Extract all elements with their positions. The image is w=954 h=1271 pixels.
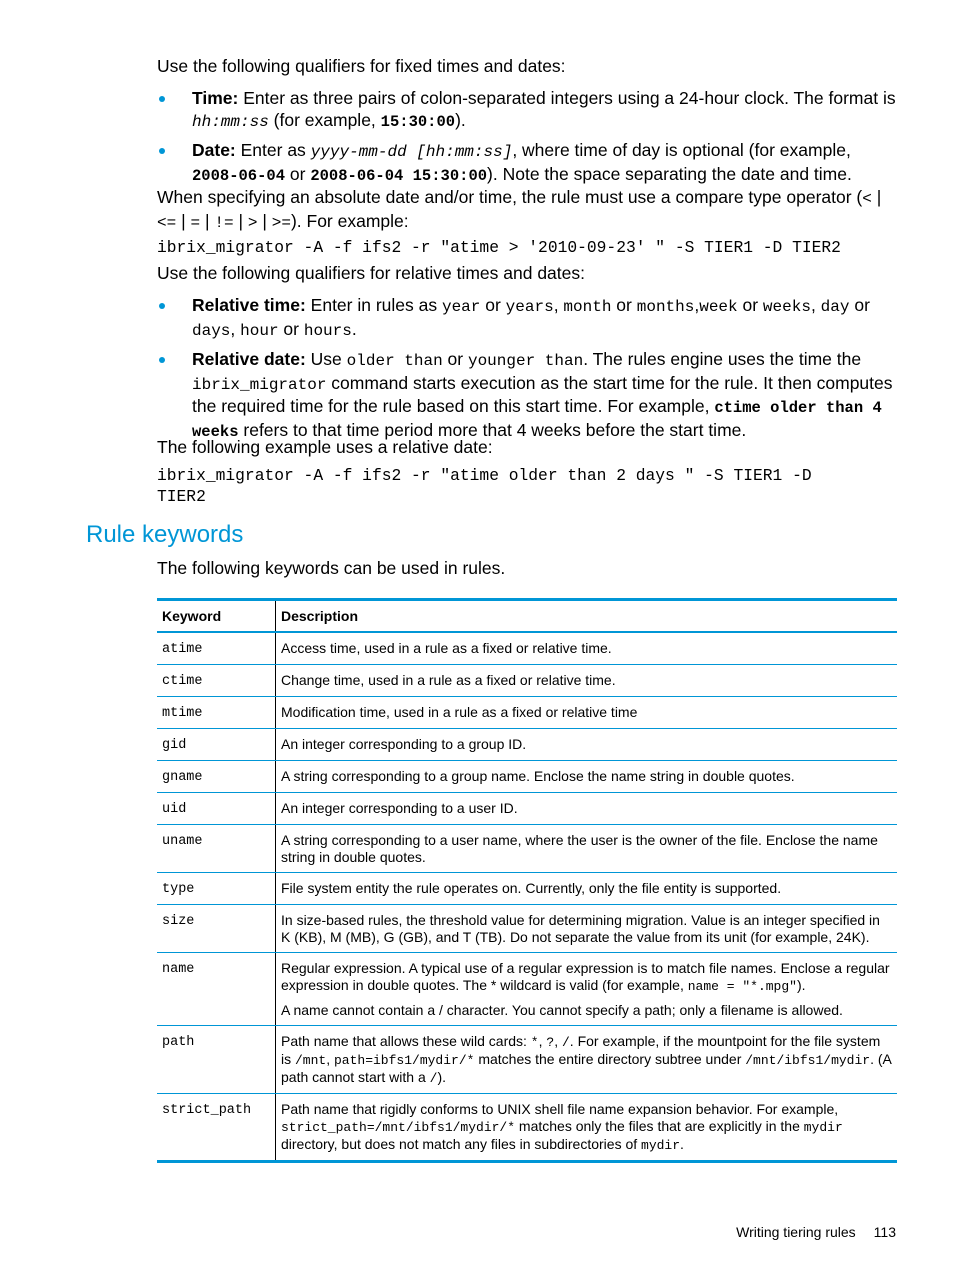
operator: <= bbox=[157, 213, 177, 232]
description-cell: File system entity the rule operates on. Currently, only the file entity is supported. bbox=[276, 873, 898, 905]
keyword-cell: strict_path bbox=[157, 1094, 276, 1162]
bullet-text: Enter as three pairs of colon-separated integers using a 24-hour clock. The format is bbox=[238, 88, 896, 108]
keyword-cell: size bbox=[157, 905, 276, 953]
keyword-code: years bbox=[505, 298, 554, 316]
bullet-text: Use bbox=[305, 349, 347, 369]
desc-code: mydir bbox=[641, 1138, 681, 1153]
bullet-text: Enter as bbox=[235, 140, 311, 160]
description-cell: Access time, used in a rule as a fixed or relative time. bbox=[276, 632, 898, 665]
bullet-text: Enter in rules as bbox=[305, 295, 442, 315]
desc-text: ). bbox=[437, 1069, 447, 1085]
keyword-cell: mtime bbox=[157, 697, 276, 729]
bullet-text: , bbox=[230, 318, 241, 339]
bullet-label: Date: bbox=[192, 140, 236, 160]
desc-code: strict_path=/mnt/ibfs1/mydir/* bbox=[281, 1120, 516, 1135]
separator: | bbox=[200, 210, 215, 231]
table-row bbox=[157, 953, 897, 1026]
table-row bbox=[157, 1026, 897, 1094]
desc-code: path=ibfs1/mydir/* bbox=[334, 1053, 475, 1068]
example-code: 2008-06-04 15:30:00 bbox=[310, 166, 488, 185]
footer-title: Writing tiering rules bbox=[736, 1224, 856, 1240]
description-cell: A string corresponding to a group name. Enclose the name string in double quotes. bbox=[276, 761, 898, 793]
keyword-cell: gname bbox=[157, 761, 276, 793]
table-row bbox=[157, 905, 897, 953]
desc-text: , bbox=[326, 1051, 334, 1067]
desc-text: . bbox=[680, 1136, 684, 1152]
bullet-text: , bbox=[553, 295, 564, 315]
table-row bbox=[157, 729, 897, 761]
bullet-text: . The rules engine uses the time the bbox=[583, 349, 862, 369]
command-code: ibrix_migrator bbox=[192, 375, 327, 394]
keyword-cell: uname bbox=[157, 825, 276, 873]
header-keyword: Keyword bbox=[157, 600, 276, 633]
desc-code: / bbox=[561, 1035, 570, 1050]
description-cell bbox=[276, 1094, 898, 1162]
code-example-absolute: ibrix_migrator -A -f ifs2 -r "atime > '2010-09-23' " -S TIER1 -D TIER2 bbox=[157, 238, 841, 257]
separator: | bbox=[233, 210, 248, 231]
relative-qualifier-list bbox=[157, 295, 897, 443]
description-cell: Path name that allows these wild cards: *, ?, /. For example, if the mountpoint for the file system is /mnt, path=ibfs1/mydir/* matches the entire directory subtree under /mnt/ibfs1/mydir. (A path cannot start with a /). bbox=[276, 1026, 898, 1094]
separator: | bbox=[257, 210, 272, 231]
desc-text: matches only the files that are explicitly in the bbox=[515, 1118, 804, 1134]
page-number: 113 bbox=[873, 1224, 896, 1240]
bullet-text: or bbox=[442, 349, 468, 369]
example-code: ctime older than 4 bbox=[714, 399, 882, 417]
example-code: 15:30:00 bbox=[380, 112, 456, 131]
keyword-code: months bbox=[636, 298, 695, 316]
desc-text: Path name that rigidly conforms to UNIX shell file name expansion behavior. For example, bbox=[281, 1101, 839, 1117]
description-cell: In size-based rules, the threshold value for determining migration. Value is an integer specified in K (KB), M (MB), G (GB), and T (TB). Do not separate the value from its unit (for example, 24K). bbox=[276, 905, 898, 953]
keywords-intro: The following keywords can be used in rules. bbox=[157, 558, 506, 578]
operator: < bbox=[862, 190, 872, 208]
desc-text: . (A path cannot start with a bbox=[281, 1051, 892, 1085]
intro-relative: Use the following qualifiers for relative times and dates: bbox=[157, 263, 585, 283]
keyword-code: hours bbox=[303, 321, 352, 340]
desc-text: matches the entire directory subtree under bbox=[474, 1051, 746, 1067]
table-row bbox=[157, 825, 897, 873]
bullet-text: or bbox=[285, 163, 311, 184]
code-example-relative-line1: ibrix_migrator -A -f ifs2 -r "atime older than 2 days " -S TIER1 -D bbox=[157, 466, 812, 485]
bullet-text: or bbox=[737, 295, 763, 315]
desc-text: . For example, if the mountpoint for the file system is bbox=[281, 1033, 881, 1067]
bullet-text: command starts execution as the start time for the rule. It then computes the required time for the rule based on this start time. For example, bbox=[192, 372, 893, 416]
keyword-cell: name bbox=[157, 953, 276, 1026]
absolute-paragraph bbox=[157, 187, 897, 234]
para-text: ). For example: bbox=[290, 210, 409, 231]
description-cell: A string corresponding to a user name, where the user is the owner of the file. Enclose the name string in double quotes. bbox=[276, 825, 898, 873]
bullet-label: Relative date: bbox=[192, 349, 306, 369]
bullet-text: ). bbox=[455, 109, 466, 130]
description-paragraph: A name cannot contain a / character. You cannot specify a path; only a filename is allowed. bbox=[281, 1002, 843, 1018]
format-code: hh:mm:ss bbox=[192, 112, 269, 131]
section-title: Rule keywords bbox=[86, 521, 244, 548]
keyword-cell: gid bbox=[157, 729, 276, 761]
table-row bbox=[157, 697, 897, 729]
desc-code: / bbox=[429, 1071, 438, 1086]
description-cell bbox=[276, 953, 898, 1026]
description-cell: An integer corresponding to a user ID. bbox=[276, 793, 898, 825]
desc-code: /mnt/ibfs1/mydir bbox=[745, 1053, 871, 1068]
desc-code: /mnt bbox=[295, 1053, 327, 1068]
bullet-relative-date bbox=[157, 349, 897, 443]
bullet-text: ). Note the space separating the date and time. bbox=[487, 163, 852, 184]
desc-code: name = "*.mpg" bbox=[687, 979, 797, 994]
keyword-cell: type bbox=[157, 873, 276, 905]
bullet-date bbox=[157, 140, 897, 187]
separator: | bbox=[871, 187, 882, 207]
table-row bbox=[157, 632, 897, 665]
desc-code: mydir bbox=[803, 1120, 843, 1135]
table-row bbox=[157, 1094, 897, 1162]
keyword-code: younger than bbox=[467, 352, 584, 370]
description-cell: Modification time, used in a rule as a fixed or relative time bbox=[276, 697, 898, 729]
intro-fixed: Use the following qualifiers for fixed times and dates: bbox=[157, 56, 566, 76]
example-code: weeks bbox=[192, 422, 239, 441]
bullet-relative-time: Relative time: Enter in rules as year or years, month or months,week or weeks, day or days, hour or hours. bbox=[157, 295, 897, 342]
keyword-code: day bbox=[820, 298, 850, 316]
table-row bbox=[157, 761, 897, 793]
desc-text: Regular expression. A typical use of a regular expression is to match file names. Enclose a regular expression in double quotes. The * wildcard is valid (for example, bbox=[281, 960, 890, 993]
code-example-relative-line2: TIER2 bbox=[157, 487, 206, 506]
keyword-cell: ctime bbox=[157, 665, 276, 697]
bullet-text: , bbox=[810, 295, 821, 315]
header-description: Description bbox=[276, 600, 898, 633]
para-text: When specifying an absolute date and/or time, the rule must use a compare type operator ( bbox=[157, 187, 863, 207]
page-footer bbox=[736, 1222, 896, 1242]
bullet-text: or bbox=[480, 295, 506, 315]
keyword-code: hour bbox=[240, 321, 279, 340]
keyword-code: week bbox=[699, 298, 738, 316]
operator: > bbox=[247, 213, 258, 232]
table-row bbox=[157, 793, 897, 825]
bullet-time bbox=[157, 88, 897, 133]
keyword-code: month bbox=[563, 298, 612, 316]
keyword-code: year bbox=[441, 298, 481, 316]
keyword-cell: uid bbox=[157, 793, 276, 825]
bullet-text: , where time of day is optional (for example, bbox=[512, 140, 851, 160]
desc-code: ? bbox=[546, 1035, 555, 1050]
operator: >= bbox=[271, 213, 291, 232]
operator: != bbox=[214, 213, 234, 232]
relative-example-intro: The following example uses a relative date: bbox=[157, 437, 493, 457]
keyword-code: older than bbox=[346, 352, 443, 370]
table-header-row bbox=[157, 600, 897, 633]
format-code: yyyy-mm-dd [hh:mm:ss] bbox=[310, 143, 513, 161]
bullet-text: (for example, bbox=[268, 109, 381, 130]
description-cell: An integer corresponding to a group ID. bbox=[276, 729, 898, 761]
fixed-qualifier-list bbox=[157, 88, 897, 187]
keyword-code: weeks bbox=[762, 298, 811, 316]
operator: = bbox=[190, 213, 201, 232]
bullet-text: or bbox=[611, 295, 637, 315]
bullet-text: or bbox=[849, 295, 870, 315]
desc-text: directory, but does not match any files in subdirectories of bbox=[281, 1136, 642, 1152]
description-cell: Change time, used in a rule as a fixed or relative time. bbox=[276, 665, 898, 697]
bullet-text: or bbox=[278, 318, 304, 339]
keyword-cell: atime bbox=[157, 632, 276, 665]
separator: | bbox=[176, 210, 191, 231]
table-row bbox=[157, 665, 897, 697]
bullet-label: Relative time: bbox=[192, 295, 306, 315]
keyword-code: days bbox=[192, 321, 231, 340]
example-code: 2008-06-04 bbox=[192, 166, 286, 185]
description-paragraph bbox=[281, 960, 892, 995]
bullet-text: refers to that time period more that 4 weeks before the start time. bbox=[238, 419, 747, 440]
keywords-table bbox=[157, 598, 897, 1163]
bullet-text: . bbox=[351, 318, 357, 339]
keyword-cell: path bbox=[157, 1026, 276, 1094]
desc-code: * bbox=[530, 1035, 539, 1050]
desc-text: Path name that allows these wild cards: bbox=[281, 1033, 531, 1049]
table-row bbox=[157, 873, 897, 905]
desc-text: ). bbox=[796, 977, 806, 993]
bullet-label: Time: bbox=[192, 88, 239, 108]
